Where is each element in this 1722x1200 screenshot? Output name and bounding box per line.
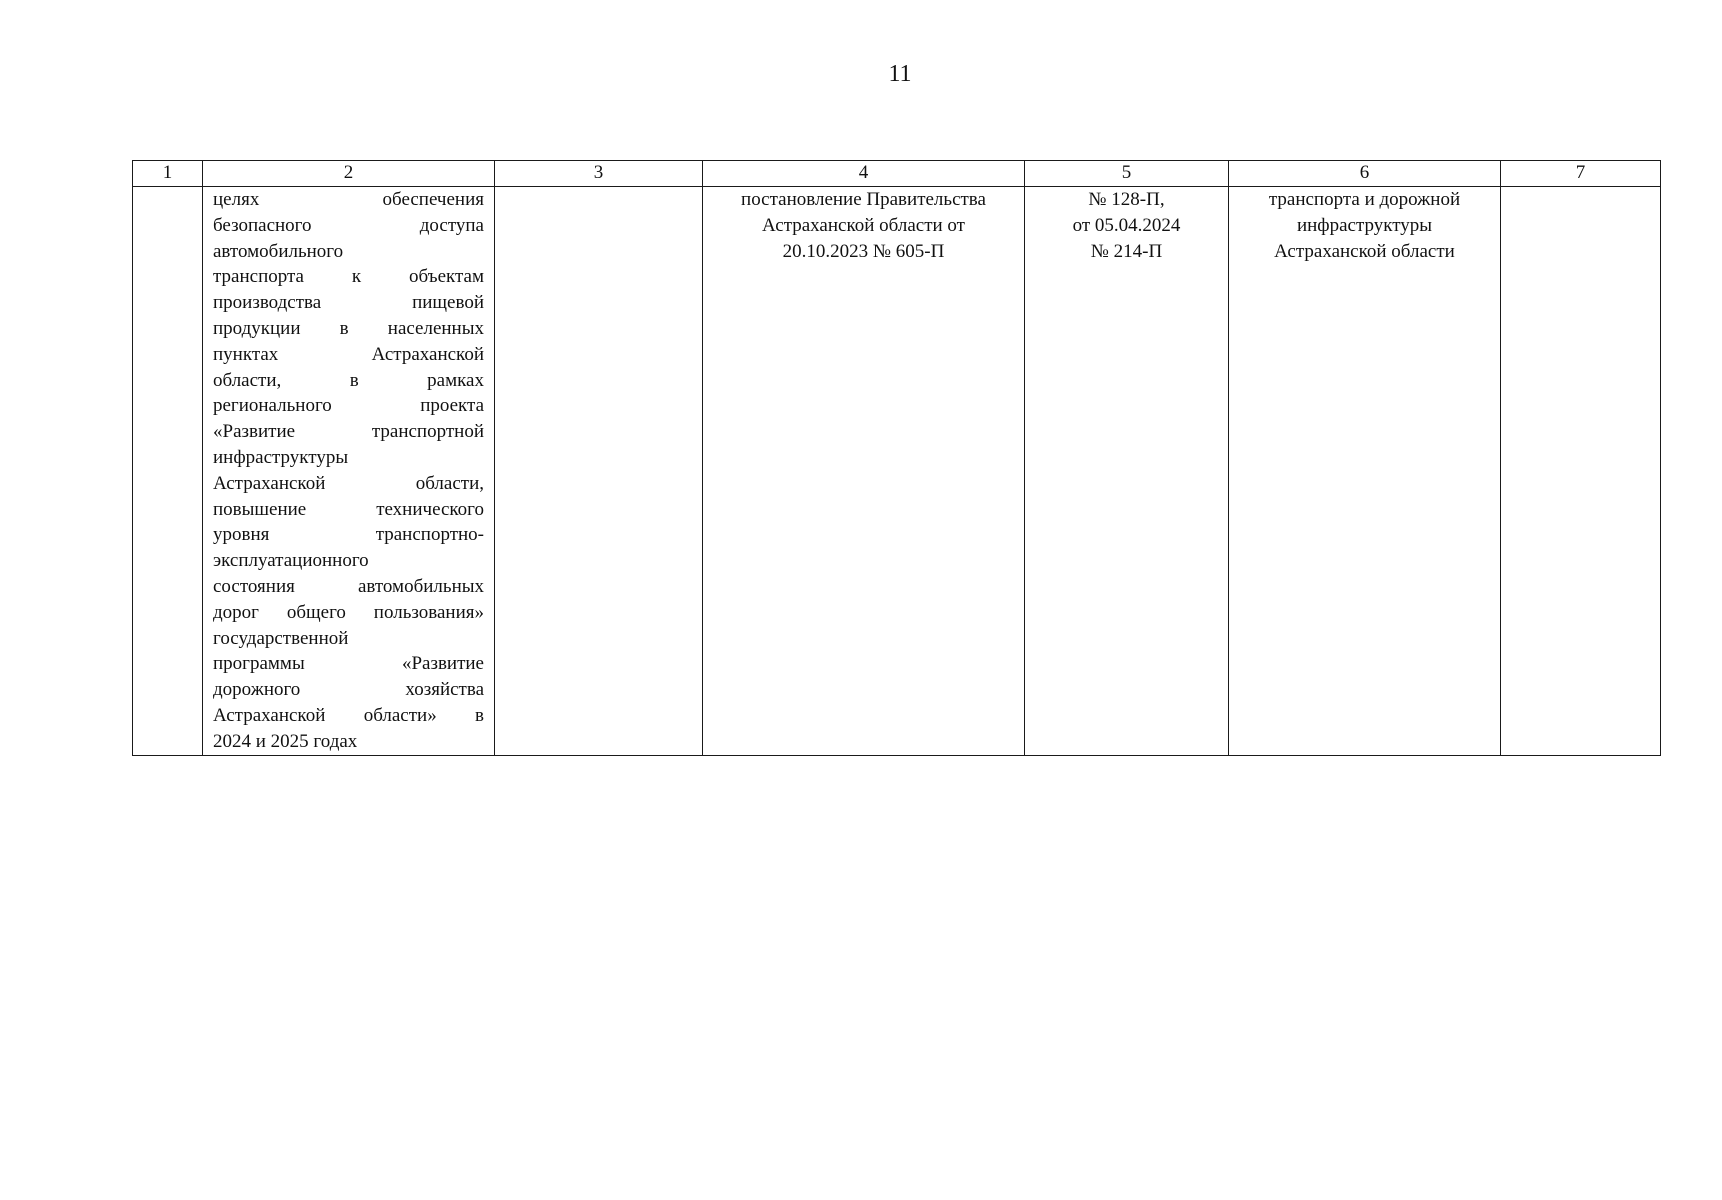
- column-header-4: 4: [703, 161, 1025, 187]
- document-table: [132, 160, 1661, 756]
- cell-col-2: [203, 187, 495, 756]
- measure-text-line: дорог общего пользования»: [213, 601, 484, 623]
- measure-text-line: эксплуатационного: [213, 550, 369, 572]
- measure-text-line: 2024 и 2025 годах: [213, 730, 358, 752]
- measure-text-line: «Развитие транспортной: [213, 421, 484, 443]
- cell-col-4: [703, 187, 1025, 756]
- measure-text-line: производства пищевой: [213, 292, 484, 314]
- measure-text-line: дорожного хозяйства: [213, 679, 484, 701]
- measure-text-line: Астраханской области» в: [213, 704, 484, 726]
- legal-act-line: постановление Правительства: [741, 189, 986, 210]
- legal-act-line: Астраханской области от: [762, 214, 965, 236]
- cell-col-7: [1501, 187, 1661, 756]
- cell-col-3: [495, 187, 703, 756]
- measure-text-line: инфраструктуры: [213, 446, 349, 468]
- measure-text-line: уровня транспортно-: [213, 524, 484, 546]
- table-row: [133, 187, 1661, 756]
- measure-text-line: безопасного доступа: [213, 214, 484, 236]
- column-header-5: 5: [1025, 161, 1229, 187]
- column-header-6: 6: [1229, 161, 1501, 187]
- cell-col-5: [1025, 187, 1229, 756]
- responsible-line: инфраструктуры: [1296, 214, 1433, 236]
- measure-text-line: регионального проекта: [213, 395, 484, 417]
- measure-text-line: области, в рамках: [213, 369, 484, 391]
- measure-text-line: автомобильного: [213, 240, 344, 262]
- column-header-3: 3: [495, 161, 703, 187]
- measure-text-line: программы «Развитие: [213, 653, 484, 675]
- column-header-7: 7: [1501, 161, 1661, 187]
- measure-text-line: продукции в населенных: [213, 317, 484, 339]
- header-row: [133, 161, 1661, 187]
- cell-col-1: [133, 187, 203, 756]
- legal-act-line: 20.10.2023 № 605-П: [782, 240, 945, 262]
- measure-text-line: государственной: [213, 627, 349, 649]
- measure-text-line: повышение технического: [213, 498, 484, 520]
- measure-text-line: целях обеспечения: [213, 189, 484, 210]
- amendment-line: от 05.04.2024: [1072, 214, 1181, 236]
- responsible-line: транспорта и дорожной: [1268, 189, 1461, 210]
- column-header-2: 2: [203, 161, 495, 187]
- column-header-1: 1: [133, 161, 203, 187]
- page-number: 11: [888, 61, 912, 87]
- measure-text-line: состояния автомобильных: [213, 575, 484, 597]
- responsible-line: Астраханской области: [1274, 240, 1455, 262]
- measure-text-line: Астраханской области,: [213, 472, 484, 494]
- amendment-line: № 128-П,: [1088, 189, 1165, 210]
- cell-col-6: [1229, 187, 1501, 756]
- measure-text-line: пунктах Астраханской: [213, 343, 484, 365]
- measure-text-line: транспорта к объектам: [213, 266, 484, 288]
- amendment-line: № 214-П: [1090, 240, 1163, 262]
